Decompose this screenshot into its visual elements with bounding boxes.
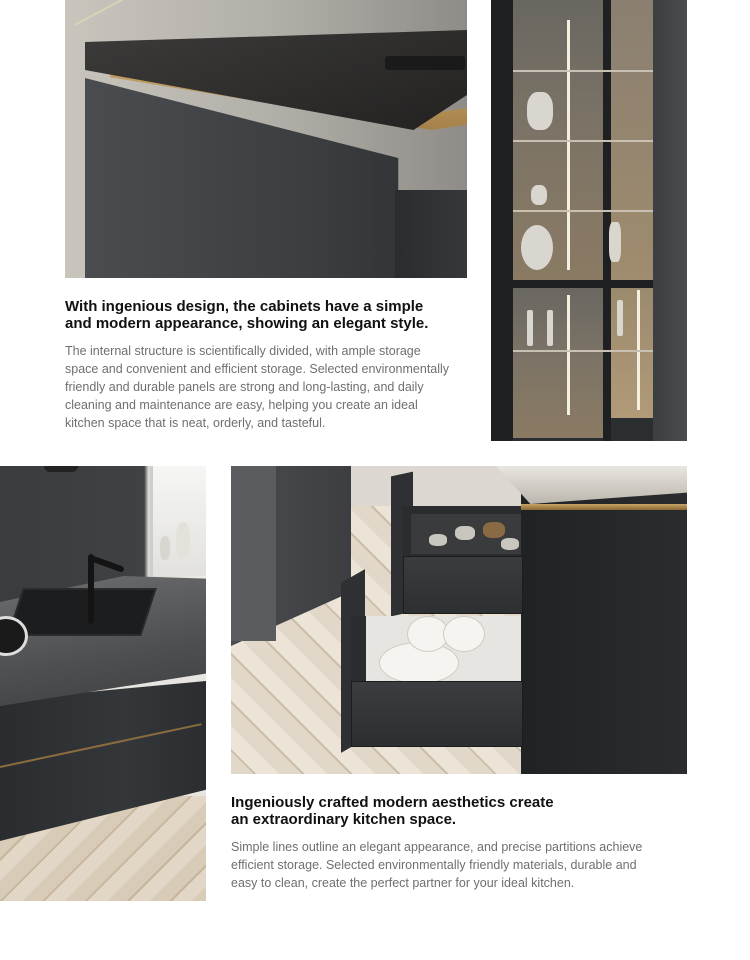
lower-drawer-front	[351, 681, 523, 747]
plate-stack	[443, 616, 485, 652]
island-cabinet	[521, 466, 687, 774]
bowl	[455, 526, 475, 540]
window	[150, 466, 206, 576]
wine-glass	[617, 300, 623, 336]
undermount-sink	[385, 56, 465, 70]
body-line: cleaning and maintenance are easy, helping you create an ideal	[65, 398, 418, 412]
section2-body	[231, 838, 691, 892]
teapot	[527, 92, 553, 130]
cabinet-frame-rail	[513, 280, 653, 288]
sink-basin	[7, 588, 157, 636]
glass-shelf-4	[513, 350, 653, 352]
section2-heading-line: Ingeniously crafted modern aesthetics create	[231, 794, 554, 811]
led-strip-upper	[567, 20, 570, 270]
cup	[531, 185, 547, 205]
vase	[176, 522, 190, 558]
body-line: efficient storage. Selected environmentally friendly materials, durable and	[231, 858, 637, 872]
cabinet-frame-middle	[603, 0, 611, 441]
island-sink-photo	[0, 466, 206, 901]
gold-trim-strip	[521, 504, 687, 510]
bowl	[429, 534, 447, 546]
wine-glass	[527, 310, 533, 346]
glass-shelf-2	[513, 140, 653, 142]
tall-cabinet-door	[231, 466, 276, 641]
body-line: Simple lines outline an elegant appearance, and precise partitions achieve	[231, 840, 643, 854]
section1-heading	[65, 298, 485, 332]
glass-shelf-1	[513, 70, 653, 72]
body-line: friendly and durable panels are strong and long-lasting, and daily	[65, 380, 424, 394]
vase	[609, 222, 621, 262]
section2-heading	[231, 794, 691, 828]
glass-cabinet-photo	[491, 0, 687, 441]
countertop-corner-photo	[65, 0, 467, 278]
body-line: kitchen space that is neat, orderly, and tasteful.	[65, 416, 326, 430]
pendant-lamp	[44, 466, 78, 472]
body-line: space and convenient and efficient storage. Selected environmentally	[65, 362, 450, 376]
upper-drawer-front	[403, 556, 523, 614]
wine-glass	[547, 310, 553, 346]
cabinet-frame-left	[491, 0, 513, 441]
section2-heading-line: an extraordinary kitchen space.	[231, 811, 457, 828]
bowl	[501, 538, 519, 550]
bowl	[483, 522, 505, 538]
glass-shelf-3	[513, 210, 653, 212]
vase	[160, 536, 170, 560]
open-drawers-photo	[231, 466, 687, 774]
led-strip-lower	[567, 295, 570, 415]
body-line: easy to clean, create the perfect partner for your ideal kitchen.	[231, 876, 575, 890]
section1-heading-line: With ingenious design, the cabinets have a simple	[65, 298, 424, 315]
body-line: The internal structure is scientifically divided, with ample storage	[65, 344, 421, 358]
solid-door-panel	[653, 0, 687, 441]
stacked-plates	[521, 225, 553, 270]
section1-body	[65, 342, 485, 432]
section1-heading-line: and modern appearance, showing an elegant style.	[65, 315, 429, 332]
faucet	[88, 554, 94, 624]
cabinet-front-panel	[395, 190, 467, 278]
